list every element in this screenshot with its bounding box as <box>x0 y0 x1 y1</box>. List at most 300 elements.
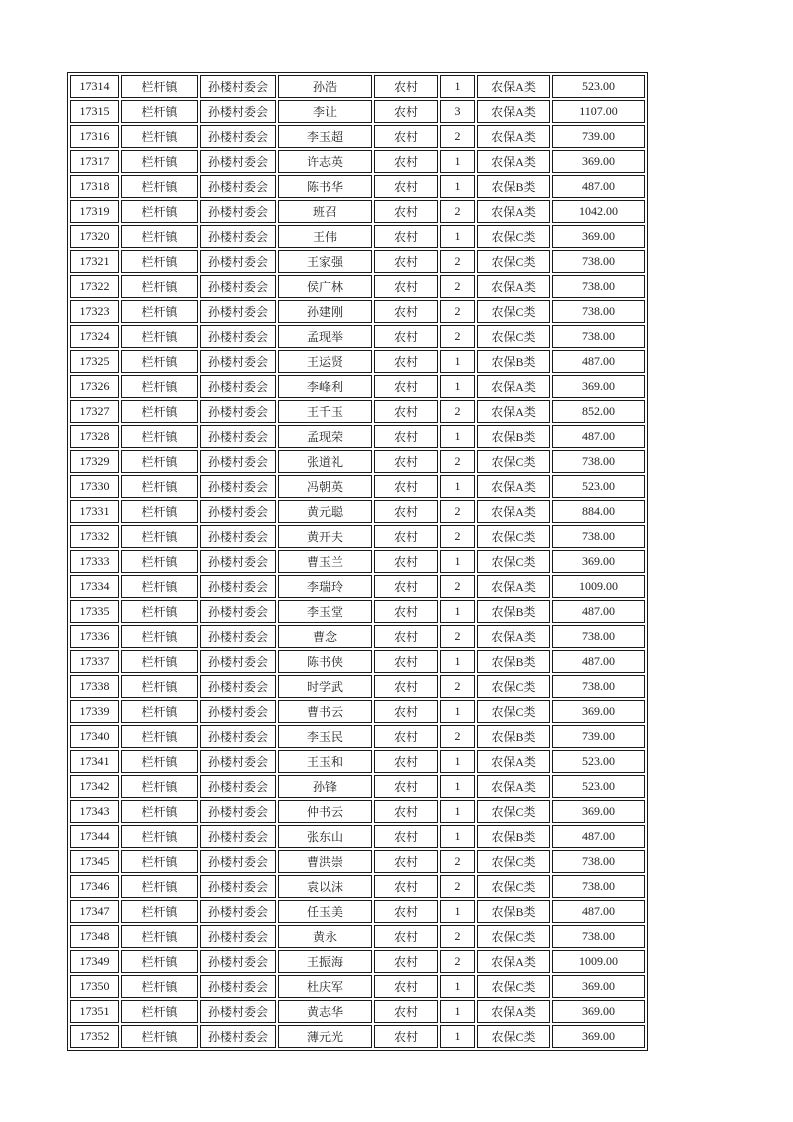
cell-name: 李玉民 <box>278 725 372 748</box>
cell-amount: 369.00 <box>552 800 645 823</box>
cell-name: 孟现举 <box>278 325 372 348</box>
cell-amount: 738.00 <box>552 525 645 548</box>
cell-amount: 738.00 <box>552 875 645 898</box>
cell-id: 17342 <box>70 775 119 798</box>
cell-residence: 农村 <box>374 275 438 298</box>
cell-id: 17321 <box>70 250 119 273</box>
cell-residence: 农村 <box>374 100 438 123</box>
cell-count: 2 <box>440 575 475 598</box>
cell-count: 2 <box>440 625 475 648</box>
table-row <box>70 375 645 398</box>
cell-residence: 农村 <box>374 200 438 223</box>
cell-village: 孙楼村委会 <box>200 725 276 748</box>
cell-category: 农保C类 <box>477 300 550 323</box>
cell-amount: 1009.00 <box>552 950 645 973</box>
cell-amount: 487.00 <box>552 425 645 448</box>
cell-town: 栏杆镇 <box>121 925 198 948</box>
cell-name: 孙浩 <box>278 75 372 98</box>
cell-id: 17336 <box>70 625 119 648</box>
table-row <box>70 1025 645 1048</box>
cell-village: 孙楼村委会 <box>200 675 276 698</box>
cell-residence: 农村 <box>374 350 438 373</box>
cell-category: 农保A类 <box>477 625 550 648</box>
cell-count: 2 <box>440 875 475 898</box>
cell-residence: 农村 <box>374 950 438 973</box>
cell-amount: 739.00 <box>552 125 645 148</box>
cell-id: 17316 <box>70 125 119 148</box>
cell-name: 黄元聪 <box>278 500 372 523</box>
cell-count: 1 <box>440 750 475 773</box>
cell-count: 1 <box>440 75 475 98</box>
cell-amount: 738.00 <box>552 675 645 698</box>
cell-residence: 农村 <box>374 675 438 698</box>
cell-village: 孙楼村委会 <box>200 625 276 648</box>
cell-village: 孙楼村委会 <box>200 100 276 123</box>
table-row <box>70 475 645 498</box>
cell-village: 孙楼村委会 <box>200 975 276 998</box>
cell-id: 17315 <box>70 100 119 123</box>
cell-name: 张东山 <box>278 825 372 848</box>
cell-category: 农保B类 <box>477 350 550 373</box>
cell-id: 17333 <box>70 550 119 573</box>
cell-category: 农保C类 <box>477 525 550 548</box>
cell-name: 王运贤 <box>278 350 372 373</box>
cell-amount: 369.00 <box>552 975 645 998</box>
cell-residence: 农村 <box>374 625 438 648</box>
table-row <box>70 450 645 473</box>
cell-amount: 738.00 <box>552 250 645 273</box>
cell-town: 栏杆镇 <box>121 100 198 123</box>
cell-amount: 487.00 <box>552 650 645 673</box>
cell-village: 孙楼村委会 <box>200 875 276 898</box>
cell-residence: 农村 <box>374 925 438 948</box>
cell-residence: 农村 <box>374 725 438 748</box>
cell-category: 农保B类 <box>477 425 550 448</box>
cell-residence: 农村 <box>374 600 438 623</box>
cell-id: 17322 <box>70 275 119 298</box>
cell-name: 李峰利 <box>278 375 372 398</box>
cell-amount: 1107.00 <box>552 100 645 123</box>
cell-town: 栏杆镇 <box>121 450 198 473</box>
cell-residence: 农村 <box>374 550 438 573</box>
cell-residence: 农村 <box>374 375 438 398</box>
cell-category: 农保A类 <box>477 100 550 123</box>
cell-id: 17335 <box>70 600 119 623</box>
cell-amount: 369.00 <box>552 225 645 248</box>
cell-town: 栏杆镇 <box>121 575 198 598</box>
cell-id: 17326 <box>70 375 119 398</box>
cell-category: 农保C类 <box>477 975 550 998</box>
cell-village: 孙楼村委会 <box>200 825 276 848</box>
cell-id: 17344 <box>70 825 119 848</box>
table-row <box>70 225 645 248</box>
cell-village: 孙楼村委会 <box>200 700 276 723</box>
cell-id: 17332 <box>70 525 119 548</box>
cell-village: 孙楼村委会 <box>200 1025 276 1048</box>
cell-count: 1 <box>440 775 475 798</box>
cell-residence: 农村 <box>374 475 438 498</box>
table-row <box>70 425 645 448</box>
table-row <box>70 850 645 873</box>
cell-category: 农保B类 <box>477 650 550 673</box>
cell-town: 栏杆镇 <box>121 675 198 698</box>
cell-id: 17339 <box>70 700 119 723</box>
cell-category: 农保C类 <box>477 1025 550 1048</box>
cell-count: 1 <box>440 600 475 623</box>
cell-town: 栏杆镇 <box>121 400 198 423</box>
table-row <box>70 925 645 948</box>
cell-amount: 738.00 <box>552 325 645 348</box>
cell-category: 农保C类 <box>477 675 550 698</box>
cell-id: 17338 <box>70 675 119 698</box>
cell-name: 班召 <box>278 200 372 223</box>
cell-amount: 884.00 <box>552 500 645 523</box>
cell-residence: 农村 <box>374 700 438 723</box>
cell-name: 侯广林 <box>278 275 372 298</box>
cell-town: 栏杆镇 <box>121 600 198 623</box>
cell-count: 1 <box>440 550 475 573</box>
cell-count: 1 <box>440 650 475 673</box>
cell-amount: 738.00 <box>552 275 645 298</box>
cell-count: 1 <box>440 225 475 248</box>
cell-count: 2 <box>440 125 475 148</box>
cell-id: 17324 <box>70 325 119 348</box>
cell-village: 孙楼村委会 <box>200 225 276 248</box>
cell-category: 农保B类 <box>477 825 550 848</box>
cell-name: 孙锋 <box>278 775 372 798</box>
table-row <box>70 875 645 898</box>
cell-count: 2 <box>440 500 475 523</box>
cell-village: 孙楼村委会 <box>200 200 276 223</box>
cell-name: 曹玉兰 <box>278 550 372 573</box>
cell-count: 2 <box>440 850 475 873</box>
cell-id: 17323 <box>70 300 119 323</box>
cell-count: 1 <box>440 1025 475 1048</box>
cell-name: 薄元光 <box>278 1025 372 1048</box>
cell-count: 1 <box>440 475 475 498</box>
cell-town: 栏杆镇 <box>121 800 198 823</box>
cell-village: 孙楼村委会 <box>200 150 276 173</box>
benefits-table <box>67 72 648 1051</box>
cell-village: 孙楼村委会 <box>200 600 276 623</box>
cell-name: 孙建刚 <box>278 300 372 323</box>
cell-town: 栏杆镇 <box>121 1025 198 1048</box>
cell-id: 17331 <box>70 500 119 523</box>
cell-residence: 农村 <box>374 1000 438 1023</box>
cell-amount: 487.00 <box>552 900 645 923</box>
table-row <box>70 650 645 673</box>
cell-village: 孙楼村委会 <box>200 275 276 298</box>
cell-name: 王千玉 <box>278 400 372 423</box>
table-row <box>70 675 645 698</box>
table-row <box>70 1000 645 1023</box>
table-row <box>70 175 645 198</box>
cell-count: 2 <box>440 250 475 273</box>
cell-amount: 369.00 <box>552 150 645 173</box>
cell-id: 17352 <box>70 1025 119 1048</box>
table-row <box>70 550 645 573</box>
cell-id: 17343 <box>70 800 119 823</box>
cell-town: 栏杆镇 <box>121 725 198 748</box>
cell-name: 曹念 <box>278 625 372 648</box>
cell-category: 农保B类 <box>477 900 550 923</box>
table-row <box>70 725 645 748</box>
cell-village: 孙楼村委会 <box>200 800 276 823</box>
cell-residence: 农村 <box>374 400 438 423</box>
cell-town: 栏杆镇 <box>121 375 198 398</box>
cell-id: 17348 <box>70 925 119 948</box>
cell-town: 栏杆镇 <box>121 900 198 923</box>
cell-residence: 农村 <box>374 300 438 323</box>
cell-category: 农保A类 <box>477 125 550 148</box>
cell-town: 栏杆镇 <box>121 75 198 98</box>
cell-category: 农保A类 <box>477 500 550 523</box>
cell-name: 杜庆军 <box>278 975 372 998</box>
cell-amount: 738.00 <box>552 925 645 948</box>
cell-village: 孙楼村委会 <box>200 500 276 523</box>
cell-name: 仲书云 <box>278 800 372 823</box>
cell-count: 2 <box>440 275 475 298</box>
cell-town: 栏杆镇 <box>121 625 198 648</box>
cell-residence: 农村 <box>374 875 438 898</box>
cell-id: 17345 <box>70 850 119 873</box>
cell-amount: 738.00 <box>552 450 645 473</box>
cell-name: 王振海 <box>278 950 372 973</box>
cell-category: 农保C类 <box>477 850 550 873</box>
cell-id: 17330 <box>70 475 119 498</box>
cell-village: 孙楼村委会 <box>200 575 276 598</box>
cell-count: 2 <box>440 675 475 698</box>
cell-village: 孙楼村委会 <box>200 400 276 423</box>
cell-id: 17318 <box>70 175 119 198</box>
cell-amount: 523.00 <box>552 750 645 773</box>
cell-residence: 农村 <box>374 975 438 998</box>
cell-amount: 487.00 <box>552 600 645 623</box>
cell-town: 栏杆镇 <box>121 175 198 198</box>
table-row <box>70 125 645 148</box>
cell-name: 冯朝英 <box>278 475 372 498</box>
cell-name: 袁以沫 <box>278 875 372 898</box>
cell-id: 17334 <box>70 575 119 598</box>
cell-category: 农保C类 <box>477 250 550 273</box>
cell-residence: 农村 <box>374 650 438 673</box>
cell-village: 孙楼村委会 <box>200 550 276 573</box>
cell-village: 孙楼村委会 <box>200 650 276 673</box>
cell-category: 农保A类 <box>477 150 550 173</box>
cell-town: 栏杆镇 <box>121 850 198 873</box>
cell-count: 2 <box>440 200 475 223</box>
table-row <box>70 150 645 173</box>
cell-name: 李玉超 <box>278 125 372 148</box>
cell-village: 孙楼村委会 <box>200 475 276 498</box>
cell-town: 栏杆镇 <box>121 550 198 573</box>
cell-category: 农保A类 <box>477 375 550 398</box>
cell-id: 17349 <box>70 950 119 973</box>
cell-village: 孙楼村委会 <box>200 300 276 323</box>
cell-town: 栏杆镇 <box>121 275 198 298</box>
cell-category: 农保C类 <box>477 325 550 348</box>
cell-name: 王玉和 <box>278 750 372 773</box>
cell-amount: 369.00 <box>552 375 645 398</box>
cell-village: 孙楼村委会 <box>200 775 276 798</box>
cell-amount: 1042.00 <box>552 200 645 223</box>
cell-id: 17314 <box>70 75 119 98</box>
table-row <box>70 325 645 348</box>
cell-residence: 农村 <box>374 750 438 773</box>
cell-town: 栏杆镇 <box>121 350 198 373</box>
cell-village: 孙楼村委会 <box>200 175 276 198</box>
table-row <box>70 900 645 923</box>
cell-residence: 农村 <box>374 825 438 848</box>
cell-town: 栏杆镇 <box>121 1000 198 1023</box>
cell-id: 17329 <box>70 450 119 473</box>
cell-category: 农保B类 <box>477 725 550 748</box>
table-row <box>70 200 645 223</box>
cell-count: 1 <box>440 425 475 448</box>
cell-amount: 1009.00 <box>552 575 645 598</box>
table-row <box>70 600 645 623</box>
cell-count: 2 <box>440 450 475 473</box>
table-row <box>70 525 645 548</box>
cell-count: 2 <box>440 400 475 423</box>
cell-residence: 农村 <box>374 175 438 198</box>
cell-town: 栏杆镇 <box>121 225 198 248</box>
cell-village: 孙楼村委会 <box>200 375 276 398</box>
cell-id: 17337 <box>70 650 119 673</box>
cell-amount: 369.00 <box>552 1025 645 1048</box>
cell-count: 1 <box>440 350 475 373</box>
table-row <box>70 800 645 823</box>
cell-category: 农保B类 <box>477 600 550 623</box>
cell-amount: 523.00 <box>552 75 645 98</box>
cell-town: 栏杆镇 <box>121 775 198 798</box>
cell-category: 农保C类 <box>477 225 550 248</box>
cell-residence: 农村 <box>374 250 438 273</box>
cell-residence: 农村 <box>374 75 438 98</box>
cell-id: 17340 <box>70 725 119 748</box>
cell-residence: 农村 <box>374 850 438 873</box>
cell-name: 黄志华 <box>278 1000 372 1023</box>
cell-category: 农保A类 <box>477 275 550 298</box>
cell-category: 农保A类 <box>477 475 550 498</box>
cell-count: 2 <box>440 725 475 748</box>
cell-amount: 487.00 <box>552 175 645 198</box>
cell-id: 17350 <box>70 975 119 998</box>
cell-name: 曹洪崇 <box>278 850 372 873</box>
cell-category: 农保C类 <box>477 700 550 723</box>
cell-town: 栏杆镇 <box>121 750 198 773</box>
cell-amount: 738.00 <box>552 850 645 873</box>
cell-village: 孙楼村委会 <box>200 925 276 948</box>
cell-category: 农保A类 <box>477 750 550 773</box>
cell-town: 栏杆镇 <box>121 150 198 173</box>
cell-count: 3 <box>440 100 475 123</box>
cell-amount: 523.00 <box>552 775 645 798</box>
cell-name: 任玉美 <box>278 900 372 923</box>
cell-name: 陈书侠 <box>278 650 372 673</box>
table-row <box>70 400 645 423</box>
cell-residence: 农村 <box>374 425 438 448</box>
cell-residence: 农村 <box>374 125 438 148</box>
cell-town: 栏杆镇 <box>121 700 198 723</box>
cell-id: 17317 <box>70 150 119 173</box>
cell-village: 孙楼村委会 <box>200 900 276 923</box>
table-row <box>70 825 645 848</box>
cell-amount: 523.00 <box>552 475 645 498</box>
cell-name: 许志英 <box>278 150 372 173</box>
cell-category: 农保A类 <box>477 575 550 598</box>
table-row <box>70 575 645 598</box>
cell-town: 栏杆镇 <box>121 325 198 348</box>
cell-count: 1 <box>440 375 475 398</box>
cell-residence: 农村 <box>374 525 438 548</box>
cell-village: 孙楼村委会 <box>200 250 276 273</box>
cell-category: 农保A类 <box>477 75 550 98</box>
cell-residence: 农村 <box>374 800 438 823</box>
cell-count: 1 <box>440 825 475 848</box>
cell-residence: 农村 <box>374 500 438 523</box>
cell-town: 栏杆镇 <box>121 475 198 498</box>
cell-amount: 487.00 <box>552 350 645 373</box>
cell-village: 孙楼村委会 <box>200 750 276 773</box>
table-row <box>70 500 645 523</box>
table-row <box>70 775 645 798</box>
cell-residence: 农村 <box>374 775 438 798</box>
cell-name: 时学武 <box>278 675 372 698</box>
cell-amount: 369.00 <box>552 550 645 573</box>
cell-category: 农保C类 <box>477 875 550 898</box>
cell-id: 17327 <box>70 400 119 423</box>
cell-count: 2 <box>440 325 475 348</box>
cell-village: 孙楼村委会 <box>200 450 276 473</box>
cell-category: 农保A类 <box>477 1000 550 1023</box>
cell-town: 栏杆镇 <box>121 200 198 223</box>
cell-residence: 农村 <box>374 450 438 473</box>
cell-category: 农保A类 <box>477 400 550 423</box>
cell-name: 王家强 <box>278 250 372 273</box>
cell-village: 孙楼村委会 <box>200 850 276 873</box>
benefits-table-body <box>70 75 645 1048</box>
cell-id: 17325 <box>70 350 119 373</box>
cell-count: 2 <box>440 925 475 948</box>
table-row <box>70 275 645 298</box>
cell-town: 栏杆镇 <box>121 250 198 273</box>
cell-name: 陈书华 <box>278 175 372 198</box>
cell-id: 17341 <box>70 750 119 773</box>
cell-name: 张道礼 <box>278 450 372 473</box>
cell-amount: 739.00 <box>552 725 645 748</box>
cell-town: 栏杆镇 <box>121 950 198 973</box>
cell-name: 王伟 <box>278 225 372 248</box>
cell-amount: 369.00 <box>552 1000 645 1023</box>
cell-id: 17328 <box>70 425 119 448</box>
cell-category: 农保C类 <box>477 550 550 573</box>
cell-category: 农保A类 <box>477 950 550 973</box>
cell-residence: 农村 <box>374 150 438 173</box>
table-row <box>70 300 645 323</box>
cell-name: 曹书云 <box>278 700 372 723</box>
cell-village: 孙楼村委会 <box>200 325 276 348</box>
table-row <box>70 250 645 273</box>
cell-village: 孙楼村委会 <box>200 350 276 373</box>
cell-village: 孙楼村委会 <box>200 425 276 448</box>
cell-count: 2 <box>440 950 475 973</box>
cell-residence: 农村 <box>374 325 438 348</box>
table-row <box>70 975 645 998</box>
table-row <box>70 950 645 973</box>
cell-category: 农保C类 <box>477 800 550 823</box>
cell-id: 17319 <box>70 200 119 223</box>
